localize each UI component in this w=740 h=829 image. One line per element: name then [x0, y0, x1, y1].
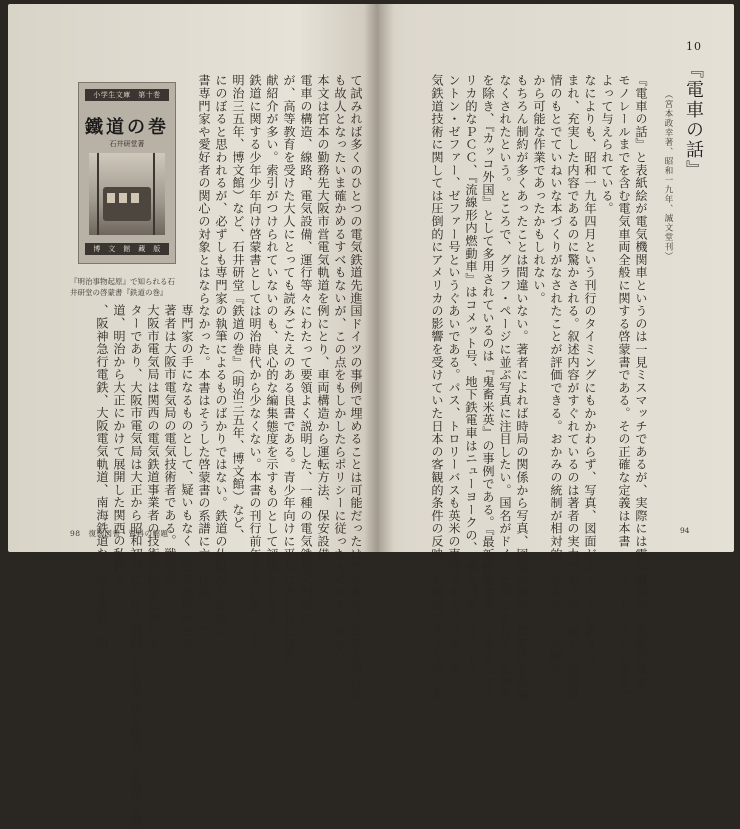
cover-subtitle: 石井研堂著 — [109, 140, 145, 148]
left-text-column-4: 電車の構造、線路、電気設備、運行等々にわたって要領よく説明した、一種の電気鉄道入門書の — [299, 74, 313, 625]
right-text-column-5: まれ、充実した内容であるのに驚かされる。叙述内容がすぐれているのは著者の実力であるが、厳しい出版事 — [566, 74, 580, 702]
cover-bottom-band: 博 文 館 藏 版 — [85, 243, 169, 255]
left-lower-column-5: 道、明治から大正にかけて展開した関西の私鉄など — [112, 304, 126, 599]
left-page — [8, 4, 378, 829]
figure-caption: 『明治事物起原』で知られる石井研堂の啓蒙書『鉄道の巻』 — [70, 277, 175, 297]
left-text-column-1: て試みれば多くのひとつの電気鉄道先進国ドイツの事例で埋めることは可能だったはずである。著者も発行者 — [349, 74, 363, 702]
left-lower-column-3: 大阪市電気局は関西の電気鉄道事業者の技術的情報交換のセン — [146, 304, 160, 663]
left-text-column-3: 本文は宮本の勤務先大阪市営電気軌道を例にとり、車両構造から運転方法、保安設備、 — [316, 74, 330, 574]
left-text-column-2: も故人となったいま確かめるすべもないが、この点をもしかしたらポリシーに従ったものかもしれない。 — [333, 74, 347, 676]
right-text-column-9: なくされたという。ところで、グラフ・ページに並ぶ写真に注目したい。国名がドイツと明示されている例外 — [498, 74, 512, 702]
right-page — [380, 4, 734, 702]
chapter-number: 10 — [686, 40, 702, 53]
cover-illustration — [89, 153, 165, 235]
right-text-column-12: ントン・ゼファー、ゼファー号というぐあいである。パス、トロリーバスも英米の事例である。日本の電 — [447, 74, 461, 676]
right-text-column-3: よって与えられている。 — [600, 74, 614, 215]
right-text-column-6: 情のもとでていねいな本づくりがなされたことが評価できる。おかみの統制が相対的にゆるかった大阪だった — [549, 74, 563, 702]
left-text-column-8: 明治三五年、博文館）など、石井研堂『鉄道の巻』（明治三五年、博文館）など、 — [231, 74, 245, 542]
right-text-column-10: を除き、『カッコ外国』として多用されているのは『鬼畜米英』の事例である。『最新路面電車』はまさにアメ — [481, 74, 495, 702]
left-text-column-9: にのぼると思われるが、必ずしも専門家の執筆によるものばかりではない。鉄道の仕組みを正確に — [214, 74, 228, 638]
left-text-column-7: 鉄道に関する少年少年向け啓蒙書としては明治時代から少なくない。本書の刊行前年までに限っても、 — [248, 74, 262, 663]
left-text-column-10: 書専門家や愛好者の関心の対象とはならなかった。本書はそうした啓蒙書の系譜に立つ作品として、 — [197, 74, 211, 650]
left-lower-column-6: 、阪神急行電鉄、大阪電気軌道、南海鉄道などの企業群、昭 — [95, 304, 109, 650]
right-text-column-13: 気鉄道技術に関しては圧倒的にアメリカの影響を受けていた日本の客観的条件の反映とも解釈できようが、あ — [430, 74, 444, 702]
right-text-column-2: モノレールまでを含む電気車両全般に関する啓蒙書である。その正確な定義は本書一六〜一七ページに著者に — [617, 74, 631, 702]
cover-top-band: 小学生文庫 第十巻 — [85, 89, 169, 101]
chapter-title: 『電車の話』 — [683, 60, 704, 180]
right-text-column-1: 『電車の話』と表紙絵が電気機関車というのは一見ミスマッチであるが、実際には電気機関車、無軌条電車、 — [634, 74, 648, 702]
left-lower-column-4: ターであり、大阪市電気局は大正から昭和初期にかけて展開した阪神電気鉄道、京阪電気鉄 — [129, 304, 143, 829]
right-text-column-4: なによりも、昭和一九年四月という刊行のタイミングにもかかわらず、写真、図面がふんだんに盛り込 — [583, 74, 597, 663]
left-text-column-5: が、高等教育を受けた大人にとっても読みごたえのある良書である。青少年向けに平易に書かれた良書 — [282, 74, 296, 663]
right-text-column-8: もちろん制約が多くあったことは間違いない。著者によれば時局の関係から写真、図面の削除、簡略化を余儀 — [515, 74, 529, 702]
left-lower-column-1: 専門家の手になるものとして、疑いもなく一読の価値がある。 — [180, 304, 194, 663]
cover-title: 鐵道の巻 — [85, 117, 169, 138]
right-text-column-7: から可能な作業であったかもしれない。 — [532, 74, 546, 305]
book-spread — [8, 4, 734, 829]
right-text-column-11: リカ的なＰＣＣ、『流線形内燃動車』はコメット号、地下鉄電車はニューヨークの、『弾丸列車』はバーリ — [464, 74, 478, 677]
left-page-footer: 98 復刻図書・資料の解題 — [70, 529, 169, 538]
left-text-column-6: 献紹介が多い。索引がつけられていないのも、良心的な編集態度を示すものとして評価されてよい。 — [265, 74, 279, 650]
right-page-number: 94 — [680, 526, 690, 535]
book-cover-figure — [78, 82, 176, 264]
chapter-meta: （宮本政幸著、昭和一九年、誠文堂刊） — [663, 90, 673, 261]
left-lower-column-2: 著者は大阪市電気局の電気技術者である。戦前の — [163, 304, 177, 586]
